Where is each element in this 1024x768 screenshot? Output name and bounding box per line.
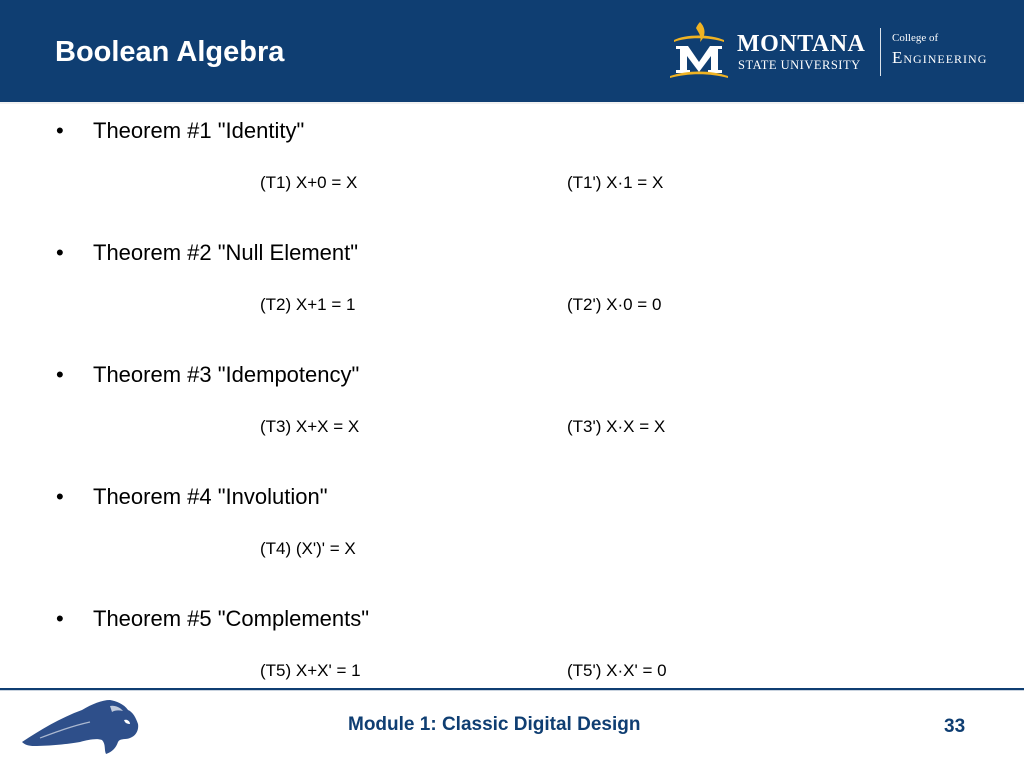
header-bar bbox=[0, 0, 1024, 102]
theorem-dual-equation: (T1') X·1 = X bbox=[567, 173, 664, 192]
theorem-dual-equation: (T2') X·0 = 0 bbox=[567, 295, 662, 314]
bobcat-logo-icon bbox=[20, 698, 142, 756]
theorem-title: Theorem #1 "Identity" bbox=[93, 118, 305, 143]
theorem-heading bbox=[56, 484, 328, 510]
theorem-heading bbox=[56, 118, 304, 144]
theorem-heading bbox=[56, 362, 359, 388]
bullet-icon: • bbox=[56, 606, 64, 631]
theorem-equation: (T3) X+X = X bbox=[260, 417, 360, 436]
msu-engineering-logo bbox=[664, 18, 1024, 84]
header-divider bbox=[0, 102, 1024, 104]
logo-state-university-text: STATE UNIVERSITY bbox=[738, 58, 861, 72]
logo-college-of-text: College of bbox=[892, 32, 939, 44]
theorem-heading bbox=[56, 240, 358, 266]
theorem-equation: (T5) X+X' = 1 bbox=[260, 661, 361, 680]
theorem-equation: (T2) X+1 = 1 bbox=[260, 295, 356, 314]
msu-m-mark-icon bbox=[666, 20, 732, 80]
theorem-dual-equation: (T3') X·X = X bbox=[567, 417, 666, 436]
bullet-icon: • bbox=[56, 118, 64, 143]
page-number: 33 bbox=[944, 716, 966, 737]
theorem-equation: (T4) (X')' = X bbox=[260, 539, 356, 558]
theorem-title: Theorem #3 "Idempotency" bbox=[93, 362, 360, 387]
logo-divider bbox=[880, 28, 881, 76]
bullet-icon: • bbox=[56, 362, 64, 387]
theorem-title: Theorem #4 "Involution" bbox=[93, 484, 328, 509]
theorem-dual-equation: (T5') X·X' = 0 bbox=[567, 661, 667, 680]
logo-montana-text: MONTANA bbox=[737, 31, 866, 57]
theorem-equation: (T1) X+0 = X bbox=[260, 173, 358, 192]
page-title: Boolean Algebra bbox=[55, 36, 285, 68]
theorem-title: Theorem #2 "Null Element" bbox=[93, 240, 359, 265]
theorem-title: Theorem #5 "Complements" bbox=[93, 606, 370, 631]
footer-module-title: Module 1: Classic Digital Design bbox=[348, 714, 641, 735]
bullet-icon: • bbox=[56, 240, 64, 265]
logo-engineering-text: Engineering bbox=[892, 48, 988, 67]
theorem-heading bbox=[56, 606, 369, 632]
bullet-icon: • bbox=[56, 484, 64, 509]
footer-divider-shadow bbox=[0, 690, 1024, 691]
